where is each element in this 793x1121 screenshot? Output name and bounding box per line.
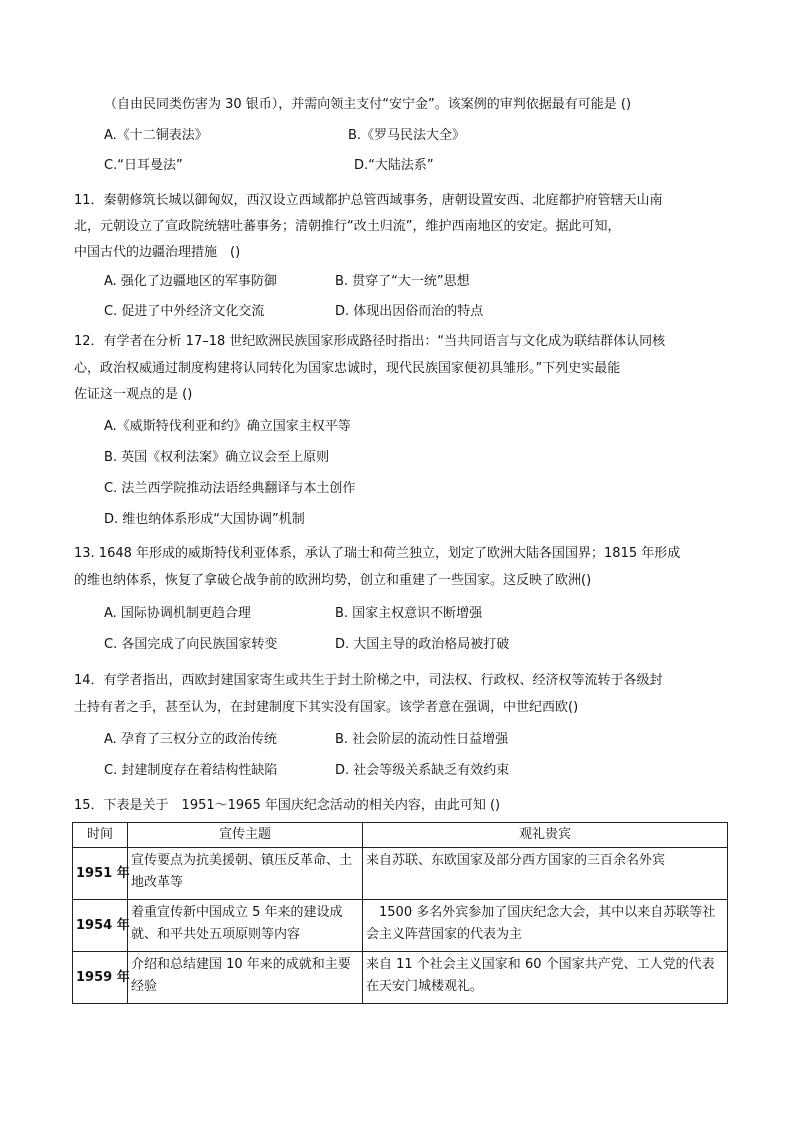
q10-option-a[interactable]: A.《十二铜表法》: [104, 128, 208, 143]
table-row: [73, 900, 728, 952]
row-year: 1959 年: [73, 952, 128, 1004]
q13-option-d[interactable]: D. 大国主导的政治格局被打破: [335, 637, 510, 652]
row-guests: 1500 多名外宾参加了国庆纪念大会，其中以来自苏联等社会主义阵营国家的代表为主: [363, 900, 728, 952]
q12-stem-line-3: 佐证这一观点的是 (): [74, 387, 193, 402]
q11-option-a[interactable]: A. 强化了边疆地区的军事防御: [104, 274, 277, 289]
q10-stem-tail: （自由民同类伤害为 30 银币），并需向领主支付“安宁金”。该案例的审判依据最有可能是 (): [104, 97, 632, 112]
table-row: [73, 848, 728, 900]
q11-stem-line-3: 中国古代的边疆治理措施 (): [74, 245, 241, 260]
q13-option-a[interactable]: A. 国际协调机制更趋合理: [104, 606, 251, 621]
table-header-row: [73, 823, 728, 848]
q14-stem-line-1: 14．有学者指出，西欧封建国家寄生或共生于封土阶梯之中，司法权、行政权、经济权等流转于各级封: [74, 673, 663, 688]
q10-option-d[interactable]: D.“大陆法系”: [354, 158, 434, 173]
header-time: 时间: [73, 823, 128, 848]
q11-option-c[interactable]: C. 促进了中外经济文化交流: [104, 304, 265, 319]
q13-option-c[interactable]: C. 各国完成了向民族国家转变: [104, 637, 278, 652]
q11-option-b[interactable]: B. 贯穿了“大一统”思想: [335, 274, 470, 289]
q13-option-b[interactable]: B. 国家主权意识不断增强: [335, 606, 483, 621]
q11-stem-line-2: 北，元朝设立了宣政院统辖吐蕃事务；清朝推行“改土归流”，维护西南地区的安定。据此可知，: [74, 219, 621, 234]
row-theme: 宣传要点为抗美援朝、镇压反革命、土地改革等: [128, 848, 363, 900]
header-theme: 宣传主题: [128, 823, 363, 848]
q13-stem-line-1: 13. 1648 年形成的威斯特伐利亚体系，承认了瑞士和荷兰独立，划定了欧洲大陆各国国界；1815 年形成: [74, 546, 681, 561]
row-guests: 来自苏联、东欧国家及部分西方国家的三百余名外宾: [363, 848, 728, 900]
q15-table: [72, 822, 728, 1004]
q12-option-d[interactable]: D. 维也纳体系形成“大国协调”机制: [104, 512, 305, 527]
q14-stem-line-2: 土持有者之手，甚至认为，在封建制度下其实没有国家。该学者意在强调，中世纪西欧(): [74, 700, 579, 715]
q10-option-b[interactable]: B.《罗马民法大全》: [348, 128, 466, 143]
q12-option-c[interactable]: C. 法兰西学院推动法语经典翻译与本土创作: [104, 481, 356, 496]
q11-option-d[interactable]: D. 体现出因俗而治的特点: [335, 304, 484, 319]
q12-option-a[interactable]: A.《威斯特伐利亚和约》确立国家主权平等: [104, 419, 351, 434]
q11-stem-line-1: 11．秦朝修筑长城以御匈奴，西汉设立西域都护总管西域事务，唐朝设置安西、北庭都护府管辖天山南: [74, 193, 663, 208]
row-year: 1954 年: [73, 900, 128, 952]
row-year: 1951 年: [73, 848, 128, 900]
q14-option-c[interactable]: C. 封建制度存在着结构性缺陷: [104, 763, 278, 778]
q12-stem-line-1: 12．有学者在分析 17–18 世纪欧洲民族国家形成路径时指出：“当共同语言与文化成为联结群体认同核: [74, 334, 666, 349]
q15-stem: 15．下表是关于 1951～1965 年国庆纪念活动的相关内容，由此可知 (): [74, 798, 501, 813]
q14-option-a[interactable]: A. 孕育了三权分立的政治传统: [104, 732, 277, 747]
table-row: [73, 952, 728, 1004]
row-theme: 着重宣传新中国成立 5 年来的建设成就、和平共处五项原则等内容: [128, 900, 363, 952]
header-guests: 观礼贵宾: [363, 823, 728, 848]
row-theme: 介绍和总结建国 10 年来的成就和主要经验: [128, 952, 363, 1004]
q14-option-b[interactable]: B. 社会阶层的流动性日益增强: [335, 732, 509, 747]
q13-stem-line-2: 的维也纳体系，恢复了拿破仑战争前的欧洲均势，创立和重建了一些国家。这反映了欧洲(): [74, 573, 592, 588]
row-guests: 来自 11 个社会主义国家和 60 个国家共产党、工人党的代表在天安门城楼观礼。: [363, 952, 728, 1004]
q14-option-d[interactable]: D. 社会等级关系缺乏有效约束: [335, 763, 510, 778]
q10-option-c[interactable]: C.“日耳曼法”: [104, 158, 183, 173]
q12-option-b[interactable]: B. 英国《权利法案》确立议会至上原则: [104, 450, 330, 465]
q12-stem-line-2: 心，政治权威通过制度构建将认同转化为国家忠诚时，现代民族国家便初具雏形。”下列史实最能: [74, 361, 621, 376]
